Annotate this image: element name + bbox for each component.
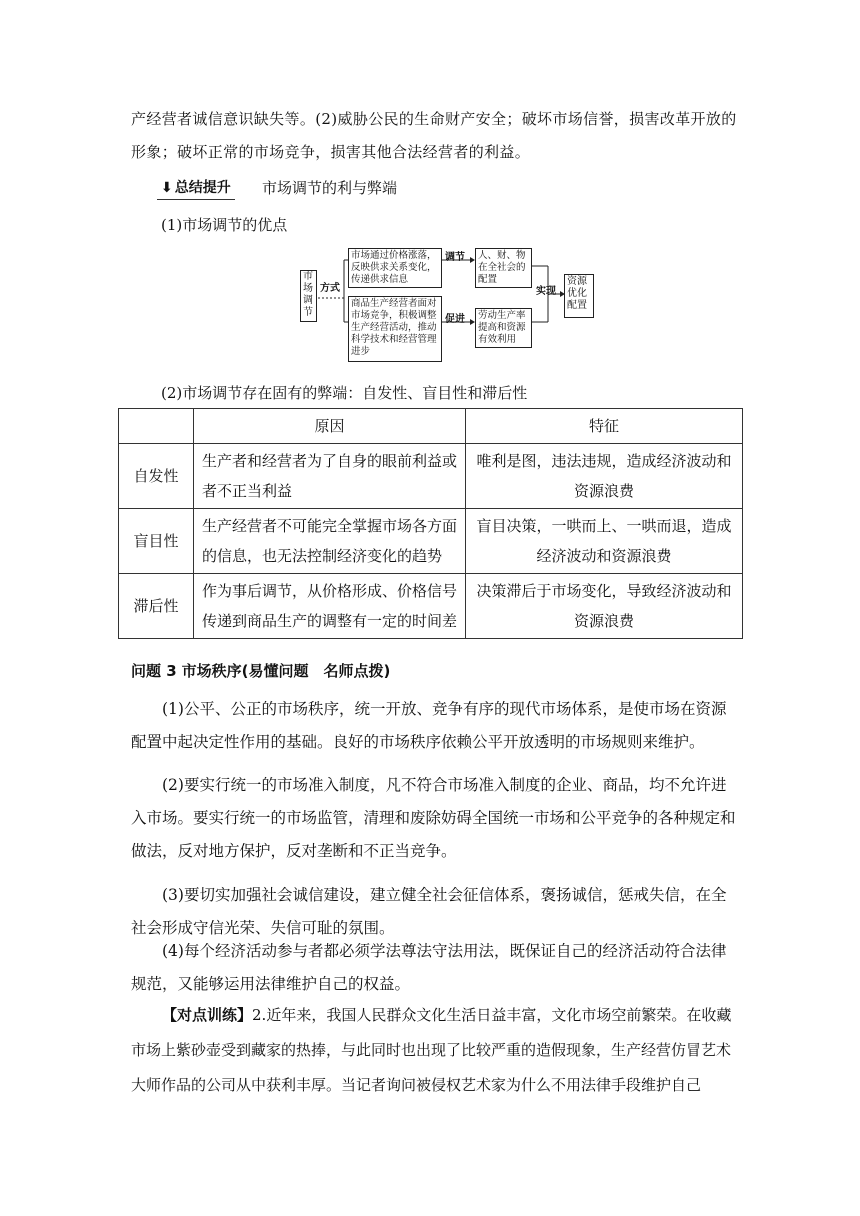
diagram-connectors [298, 246, 598, 364]
diagram-root-box: 市场调节 [300, 270, 317, 322]
table-row [119, 444, 743, 509]
diagram-price-box: 市场通过价格涨落，反映供求关系变化，传递供求信息 [348, 248, 442, 288]
table-row-label: 自发性 [119, 444, 194, 509]
summary-underline [157, 199, 235, 200]
table-cell-feature: 唯利是图，违法违规，造成经济波动和资源浪费 [466, 444, 743, 509]
summary-tag-label: 总结提升 [174, 180, 231, 196]
question-number: 问题 3 [131, 662, 177, 680]
summary-subheading-2: (2)市场调节存在固有的弊端：自发性、盲目性和滞后性 [161, 384, 528, 402]
diagram-method-label: 方式 [320, 283, 340, 294]
table-header-row [119, 409, 743, 444]
table-cell-feature: 决策滞后于市场变化，导致经济波动和资源浪费 [466, 574, 743, 639]
table-header-cell: 特征 [466, 409, 743, 444]
summary-tag [161, 177, 231, 197]
diagram-efficiency-box: 劳动生产率提高和资源有效利用 [475, 308, 532, 348]
summary-subheading-1: (1)市场调节的优点 [161, 216, 288, 234]
question-3-heading [131, 660, 390, 681]
diagram-promote-label: 促进 [445, 314, 465, 325]
paragraph-1: (1)公平、公正的市场秩序，统一开放、竞争有序的现代市场体系，是使市场在资源配置中起决定性作用的基础。良好的市场秩序依赖公平开放透明的市场规则来维护。 [131, 700, 727, 751]
drawbacks-table [118, 408, 743, 639]
paragraph-2: (2)要实行统一的市场准入制度，凡不符合市场准入制度的企业、商品，均不允许进入市场。要实行统一的市场监管，清理和废除妨碍全国统一市场和公平竞争的各种规定和做法，反对地方保护，反对垄断和不正当竞争。 [131, 776, 736, 860]
table-row [119, 574, 743, 639]
diagram-allocation-box: 人、财、物在全社会的配置 [475, 248, 532, 288]
intro-line-1: 产经营者诚信意识缺失等。(2)威胁公民的生命财产安全；破坏市场信誉，损害改革开放的 [131, 110, 737, 128]
diagram-producer-box: 商品生产经营者面对市场竞争，积极调整生产经营活动，推动科学技术和经营管理进步 [348, 296, 442, 362]
paragraph-3: (3)要切实加强社会诚信建设，建立健全社会征信体系，褒扬诚信，惩戒失信，在全社会形成守信光荣、失信可耻的氛围。 [131, 886, 727, 937]
diagram-adjust-label: 调节 [445, 252, 465, 263]
table-cell-reason: 作为事后调节，从价格形成、价格信号传递到商品生产的调整有一定的时间差 [194, 574, 466, 639]
table-row-label: 滞后性 [119, 574, 194, 639]
table-cell-feature: 盲目决策，一哄而上、一哄而退，造成经济波动和资源浪费 [466, 509, 743, 574]
training-text: 2.近年来，我国人民群众文化生活日益丰富，文化市场空前繁荣。在收藏市场上紫砂壶受到藏家的热捧，与此同时也出现了比较严重的造假现象，生产经营仿冒艺术大师作品的公司从中获利丰厚。当记者询问被侵权艺术家为什么不用法律手段维护自己 [131, 1006, 732, 1094]
question-title: 市场秩序(易懂问题 名师点拨) [181, 662, 391, 680]
diagram-realize-label: 实现 [536, 286, 556, 297]
training-paragraph [131, 998, 741, 1103]
table-header-cell [119, 409, 194, 444]
table-header-cell: 原因 [194, 409, 466, 444]
diagram-result-box: 资源优化配置 [564, 274, 594, 318]
table-row-label: 盲目性 [119, 509, 194, 574]
summary-title: 市场调节的利与弊端 [262, 179, 398, 197]
table-cell-reason: 生产者和经营者为了自身的眼前利益或者不正当利益 [194, 444, 466, 509]
training-label: 【对点训练】 [162, 1006, 253, 1024]
table-row [119, 509, 743, 574]
intro-line-2: 形象；破坏正常的市场竞争，损害其他合法经营者的利益。 [131, 143, 531, 161]
down-arrow-icon: ⬇ [161, 180, 173, 196]
paragraph-4: (4)每个经济活动参与者都必须学法尊法守法用法，既保证自己的经济活动符合法律规范，又能够运用法律维护自己的权益。 [131, 942, 727, 993]
table-cell-reason: 生产经营者不可能完全掌握市场各方面的信息，也无法控制经济变化的趋势 [194, 509, 466, 574]
market-regulation-diagram [298, 246, 598, 364]
